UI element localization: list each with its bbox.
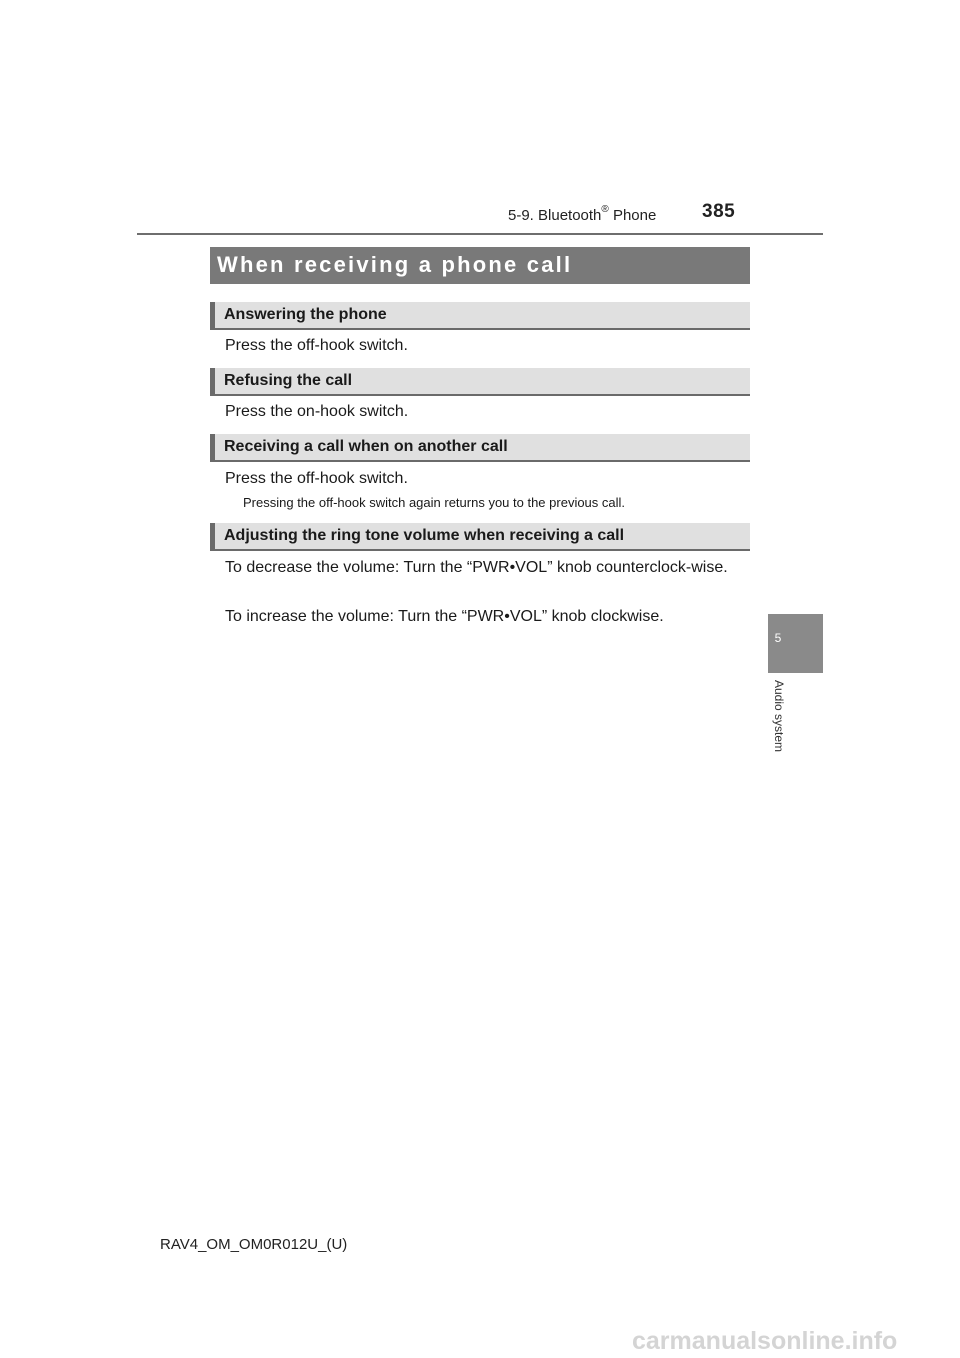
main-heading: When receiving a phone call (210, 247, 750, 284)
body-text-answering: Press the off-hook switch. (225, 337, 408, 354)
chapter-tab (768, 614, 823, 673)
chapter-label: Audio system (772, 680, 786, 753)
registered-mark: ® (601, 204, 609, 215)
subheading-answering: Answering the phone (210, 302, 750, 330)
subheading-refusing: Refusing the call (210, 368, 750, 396)
document-code: RAV4_OM_OM0R012U_(U) (160, 1236, 348, 1253)
page-number: 385 (702, 201, 736, 222)
note-another-call: Pressing the off-hook switch again returns you to the previous call. (243, 495, 626, 510)
subheading-another-call: Receiving a call when on another call (210, 434, 750, 462)
body-text-decrease-volume: To decrease the volume: Turn the “PWR•VOL” knob counterclock-wise. (225, 559, 728, 576)
chapter-number: 5 (774, 631, 782, 645)
body-text-another-call: Press the off-hook switch. (225, 470, 408, 487)
header-divider (137, 233, 823, 235)
watermark: carmanualsonline.info (632, 1327, 898, 1355)
body-text-increase-volume: To increase the volume: Turn the “PWR•VOL” knob clockwise. (225, 608, 664, 625)
subheading-ring-volume: Adjusting the ring tone volume when receiving a call (210, 523, 750, 551)
body-text-refusing: Press the on-hook switch. (225, 403, 409, 420)
section-title: 5-9. Bluetooth® Phone (508, 204, 657, 224)
